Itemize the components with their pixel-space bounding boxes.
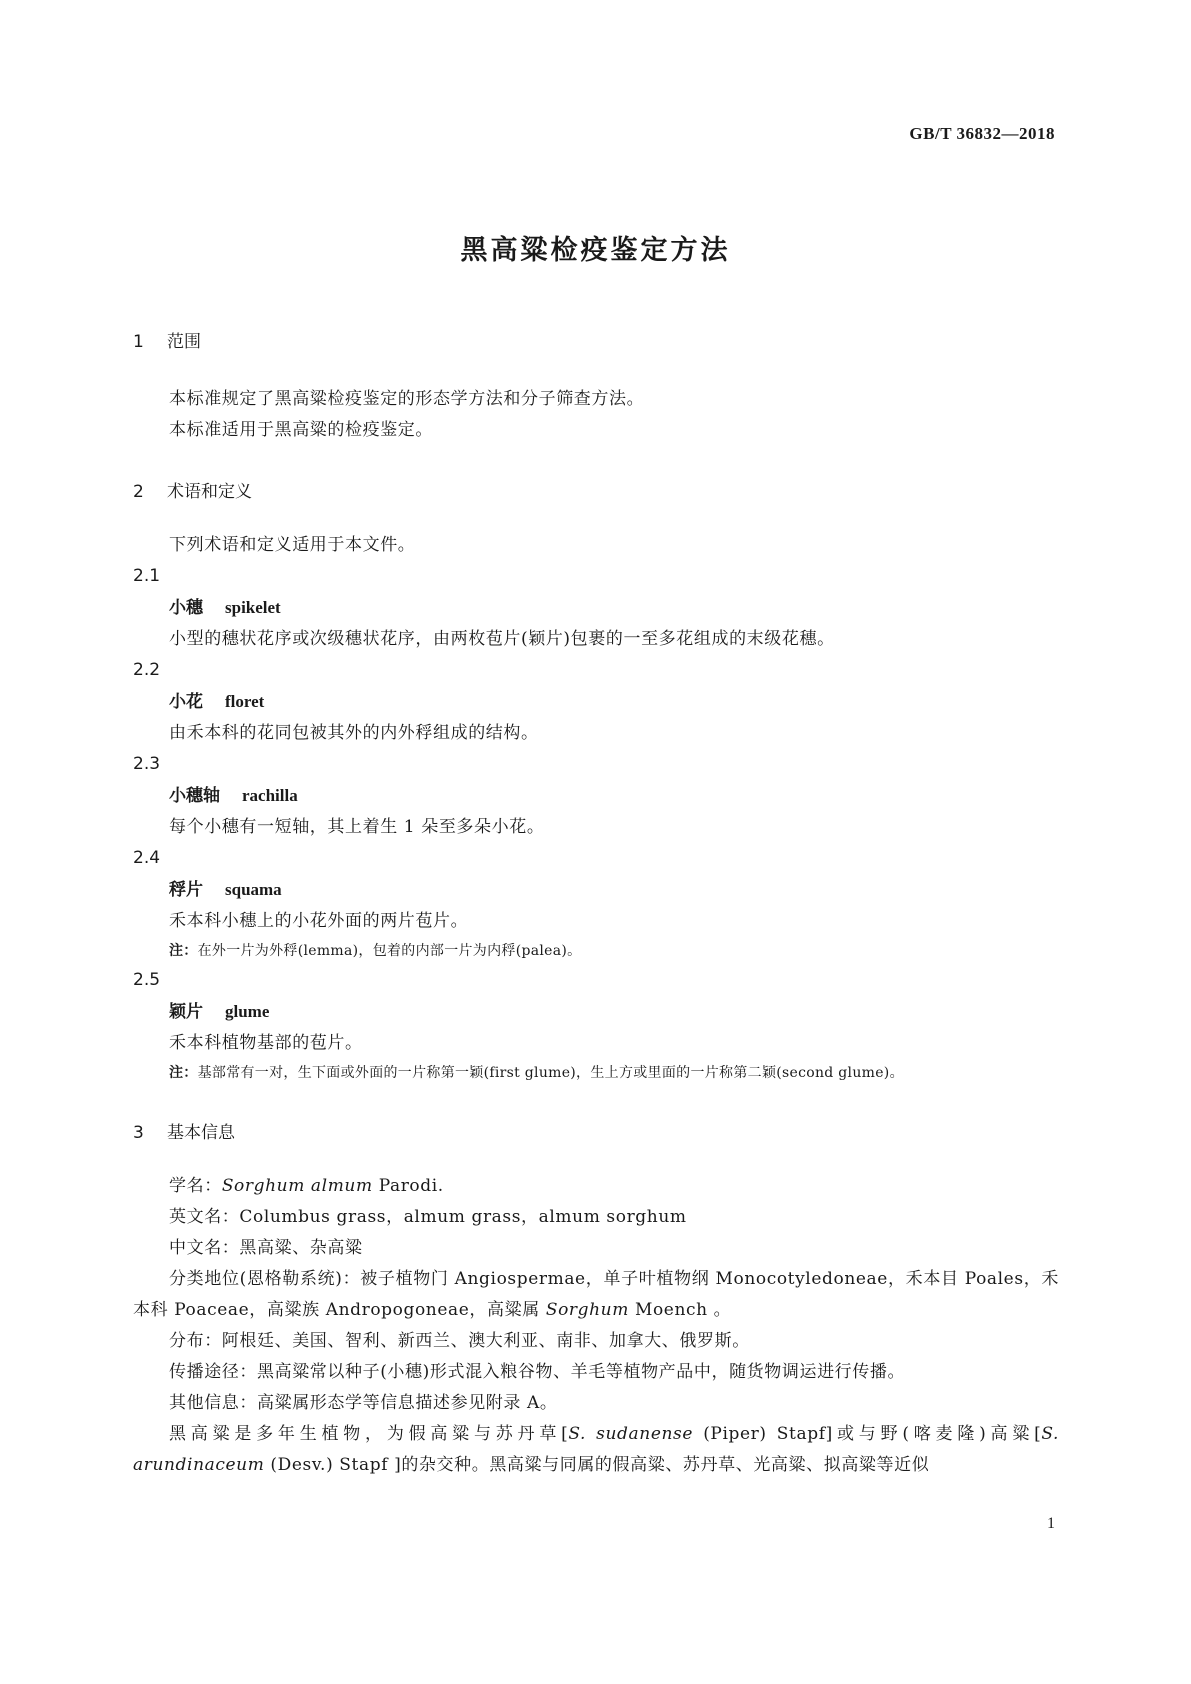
term-entry <box>169 996 1059 1028</box>
desc-text: (Piper) Stapf]或与野(喀麦隆)高粱[ <box>693 1424 1042 1444</box>
term-definition: 禾本科植物基部的苞片。 <box>169 1033 363 1053</box>
term-number: 2.1 <box>133 566 161 586</box>
term-number: 2.5 <box>133 970 161 990</box>
section-title: 范围 <box>167 332 201 352</box>
term-zh: 颖片 <box>169 1002 203 1022</box>
taxonomy-text: 分类地位(恩格勒系统)：被子植物门 Angiospermae，单子叶植物纲 Monocotyledoneae，禾本目 Poales，禾本科 Poaceae，高粱族 Andropogoneae，高粱属 <box>133 1269 1059 1320</box>
english-name: 英文名：Columbus grass，almum grass，almum sorghum <box>169 1207 687 1227</box>
term-note <box>169 1059 1059 1087</box>
term-entry <box>169 874 1059 906</box>
desc-text: (Desv.) Stapf ]的杂交种。黑高粱与同属的假高粱、苏丹草、光高粱、拟高粱等近似 <box>264 1455 930 1475</box>
standard-number: GB/T 36832—2018 <box>909 124 1055 143</box>
term-en: spikelet <box>225 598 281 617</box>
term-zh: 小花 <box>169 692 203 712</box>
term-entry <box>169 686 1059 718</box>
term-en: squama <box>225 880 282 899</box>
section-3-heading <box>133 1121 1059 1145</box>
paragraph: 本标准规定了黑高粱检疫鉴定的形态学方法和分子筛查方法。 <box>169 389 645 409</box>
sci-author: Parodi. <box>372 1176 444 1196</box>
description <box>133 1419 1059 1481</box>
term-zh: 小穗轴 <box>169 786 220 806</box>
term-note <box>169 937 1059 965</box>
document-body <box>133 330 1059 1481</box>
other-info: 其他信息：高粱属形态学等信息描述参见附录 A。 <box>169 1393 558 1413</box>
section-number: 1 <box>133 332 144 352</box>
section-number: 2 <box>133 482 144 502</box>
scientific-name <box>133 1171 1059 1202</box>
taxonomy <box>133 1264 1059 1326</box>
note-text: 在外一片为外稃(lemma)，包着的内部一片为内稃(palea)。 <box>197 943 582 959</box>
term-number: 2.3 <box>133 754 161 774</box>
distribution: 分布：阿根廷、美国、智利、新西兰、澳大利亚、南非、加拿大、俄罗斯。 <box>169 1331 750 1351</box>
sci-label: 学名： <box>169 1176 222 1196</box>
term-definition: 每个小穗有一短轴，其上着生 1 朵至多朵小花。 <box>169 817 545 837</box>
term-number: 2.2 <box>133 660 161 680</box>
taxonomy-genus: Sorghum <box>545 1300 629 1320</box>
paragraph: 下列术语和定义适用于本文件。 <box>169 535 416 555</box>
term-entry <box>169 592 1059 624</box>
desc-species-1: S. sudanense <box>568 1424 694 1444</box>
term-number: 2.4 <box>133 848 161 868</box>
page-number: 1 <box>1047 1515 1055 1532</box>
term-en: glume <box>225 1002 270 1021</box>
desc-text: 黑高粱是多年生植物，为假高粱与苏丹草[ <box>169 1424 569 1444</box>
section-2-heading <box>133 480 1059 504</box>
section-number: 3 <box>133 1123 144 1143</box>
term-definition: 由禾本科的花同包被其外的内外稃组成的结构。 <box>169 723 539 743</box>
chinese-name: 中文名：黑高粱、杂高粱 <box>169 1238 363 1258</box>
term-definition: 禾本科小穗上的小花外面的两片苞片。 <box>169 911 469 931</box>
section-1-heading <box>133 330 1059 354</box>
note-label: 注： <box>169 943 198 959</box>
sci-italic: Sorghum almum <box>221 1176 373 1196</box>
term-zh: 小穗 <box>169 598 203 618</box>
term-en: rachilla <box>242 786 298 805</box>
term-en: floret <box>225 692 265 711</box>
section-title: 术语和定义 <box>167 482 252 502</box>
section-title: 基本信息 <box>167 1123 235 1143</box>
note-label: 注： <box>169 1065 198 1081</box>
term-zh: 稃片 <box>169 880 203 900</box>
term-entry <box>169 780 1059 812</box>
note-text: 基部常有一对，生下面或外面的一片称第一颖(first glume)，生上方或里面的一片称第二颖(second glume)。 <box>197 1065 904 1081</box>
paragraph: 本标准适用于黑高粱的检疫鉴定。 <box>169 420 433 440</box>
document-title: 黑高粱检疫鉴定方法 <box>460 235 731 266</box>
term-definition: 小型的穗状花序或次级穗状花序，由两枚苞片(颖片)包裹的一至多花组成的末级花穗。 <box>169 629 835 649</box>
spread-route: 传播途径：黑高粱常以种子(小穗)形式混入粮谷物、羊毛等植物产品中，随货物调运进行传播。 <box>169 1362 906 1382</box>
desc-species-2: S. arundinaceum <box>133 1424 1059 1475</box>
taxonomy-author: Moench 。 <box>628 1300 732 1320</box>
